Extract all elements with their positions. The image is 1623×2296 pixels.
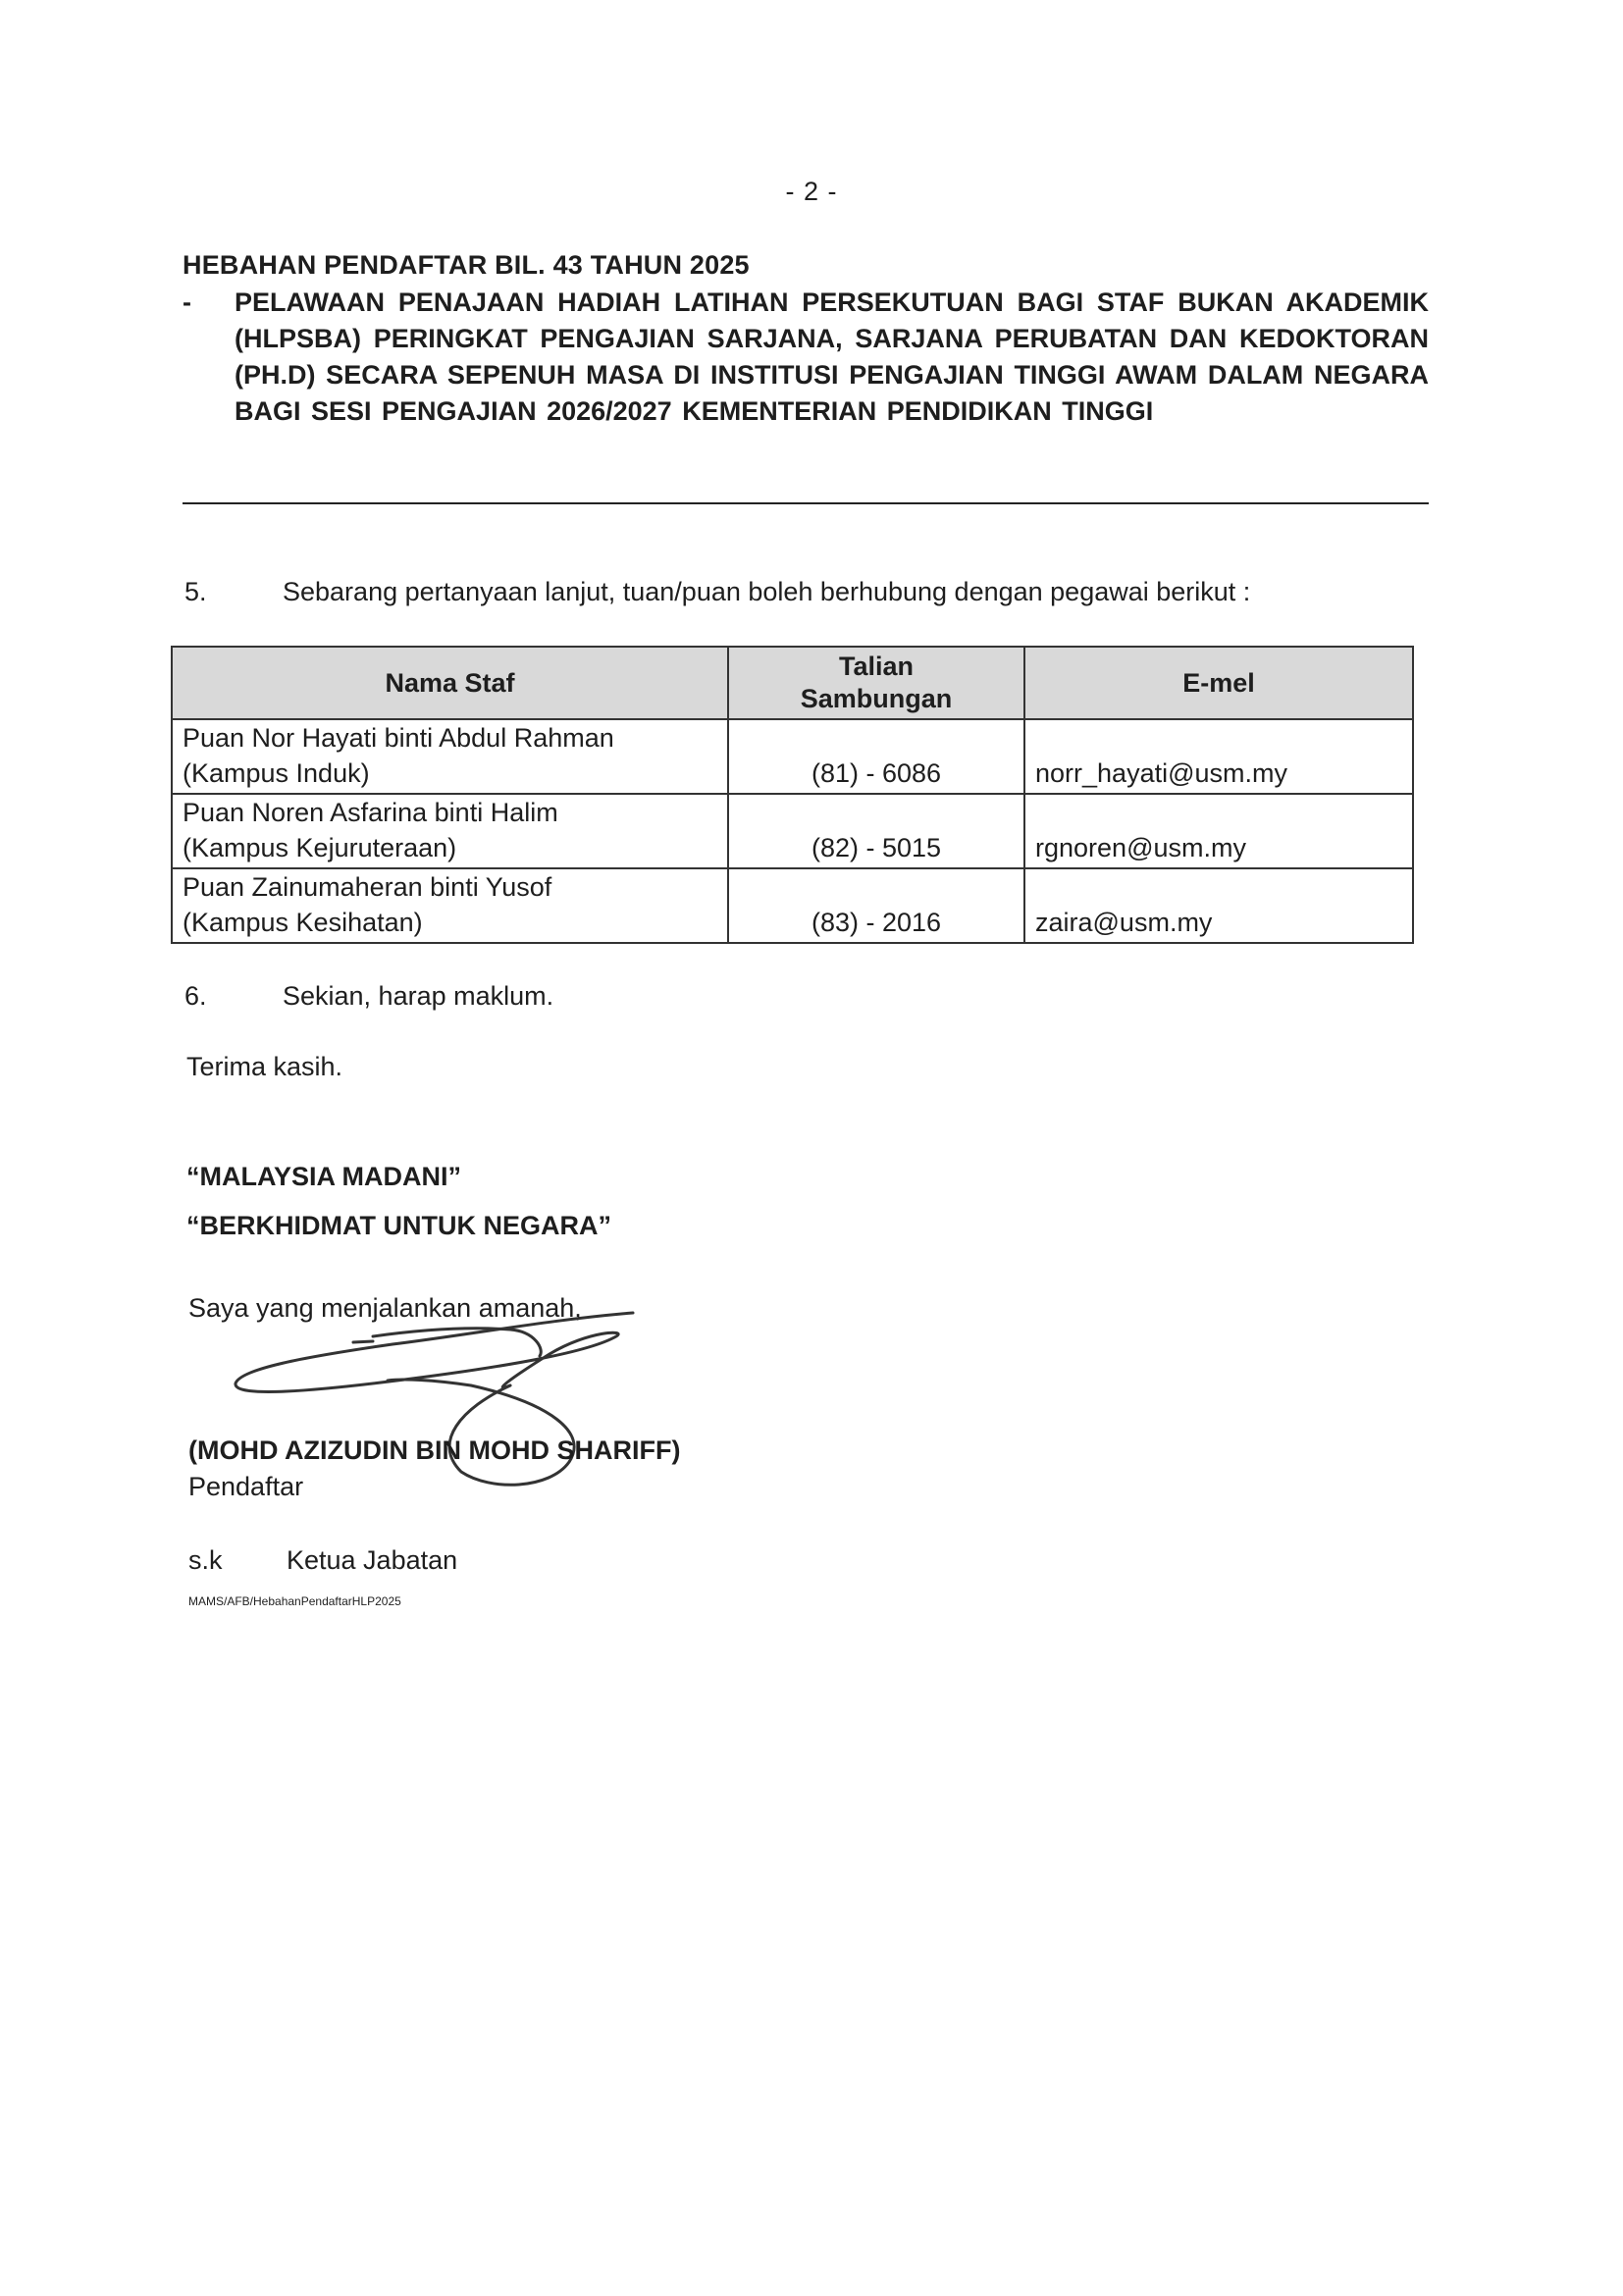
extension-cell: (83) - 2016 (728, 868, 1024, 943)
staff-campus: (Kampus Kesihatan) (183, 908, 423, 937)
paragraph-5 (184, 577, 1250, 607)
announcement-subject (183, 285, 1429, 430)
signer-position: Pendaftar (188, 1472, 304, 1501)
paragraph-number: 5. (184, 577, 207, 606)
table-row (172, 719, 1413, 794)
carbon-copy (188, 1545, 457, 1576)
header-extension-text: Talian Sambungan (800, 652, 953, 713)
staff-cell (172, 868, 728, 943)
email-cell[interactable]: zaira@usm.my (1024, 868, 1413, 943)
paragraph-number: 6. (184, 981, 207, 1011)
header-staff-name: Nama Staf (172, 647, 728, 719)
staff-campus: (Kampus Induk) (183, 758, 370, 788)
staff-name: Puan Nor Hayati binti Abdul Rahman (183, 723, 614, 753)
header-divider (183, 502, 1429, 504)
announcement-reference-title: HEBAHAN PENDAFTAR BIL. 43 TAHUN 2025 (183, 250, 750, 280)
cc-recipient: Ketua Jabatan (287, 1545, 458, 1575)
slogan-berkhidmat: “BERKHIDMAT UNTUK NEGARA” (186, 1211, 611, 1240)
staff-name: Puan Noren Asfarina binti Halim (183, 798, 558, 827)
table-header-row (172, 647, 1413, 719)
table-row (172, 868, 1413, 943)
paragraph-text: Sebarang pertanyaan lanjut, tuan/puan boleh berhubung dengan pegawai berikut : (283, 577, 1251, 606)
paragraph-text: Sekian, harap maklum. (283, 981, 554, 1011)
extension-cell: (82) - 5015 (728, 794, 1024, 868)
staff-name: Puan Zainumaheran binti Yusof (183, 872, 552, 902)
subject-text: PELAWAAN PENAJAAN HADIAH LATIHAN PERSEKUTUAN BAGI STAF BUKAN AKADEMIK (HLPSBA) PERINGKAT PENGAJIAN SARJANA, SARJANA PERUBATAN DAN KEDOKTORAN (PH.D) SECARA SEPENUH MASA DI INSTITUSI PENGAJIAN TINGGI AWAM DALAM NEGARA BAGI SESI PENGAJIAN 2026/2027 KEMENTERIAN PENDIDIKAN TINGGI (235, 287, 1429, 426)
table-row (172, 794, 1413, 868)
signer-name: (MOHD AZIZUDIN BIN MOHD SHARIFF) (188, 1435, 681, 1465)
staff-campus: (Kampus Kejuruteraan) (183, 833, 457, 862)
reference-code: MAMS/AFB/HebahanPendaftarHLP2025 (188, 1594, 401, 1608)
closing-amanah: Saya yang menjalankan amanah, (188, 1293, 582, 1323)
email-cell[interactable]: rgnoren@usm.my (1024, 794, 1413, 868)
cc-label: s.k (188, 1545, 223, 1575)
subject-dash: - (183, 287, 191, 317)
slogan-malaysia-madani: “MALAYSIA MADANI” (186, 1162, 462, 1191)
extension-cell: (81) - 6086 (728, 719, 1024, 794)
email-cell[interactable]: norr_hayati@usm.my (1024, 719, 1413, 794)
header-email: E-mel (1024, 647, 1413, 719)
header-extension (728, 647, 1024, 719)
staff-cell (172, 794, 728, 868)
contact-table (171, 646, 1414, 944)
page-number: - 2 - (785, 177, 838, 206)
paragraph-6 (184, 981, 553, 1012)
closing-thanks: Terima kasih. (186, 1052, 343, 1081)
staff-cell (172, 719, 728, 794)
